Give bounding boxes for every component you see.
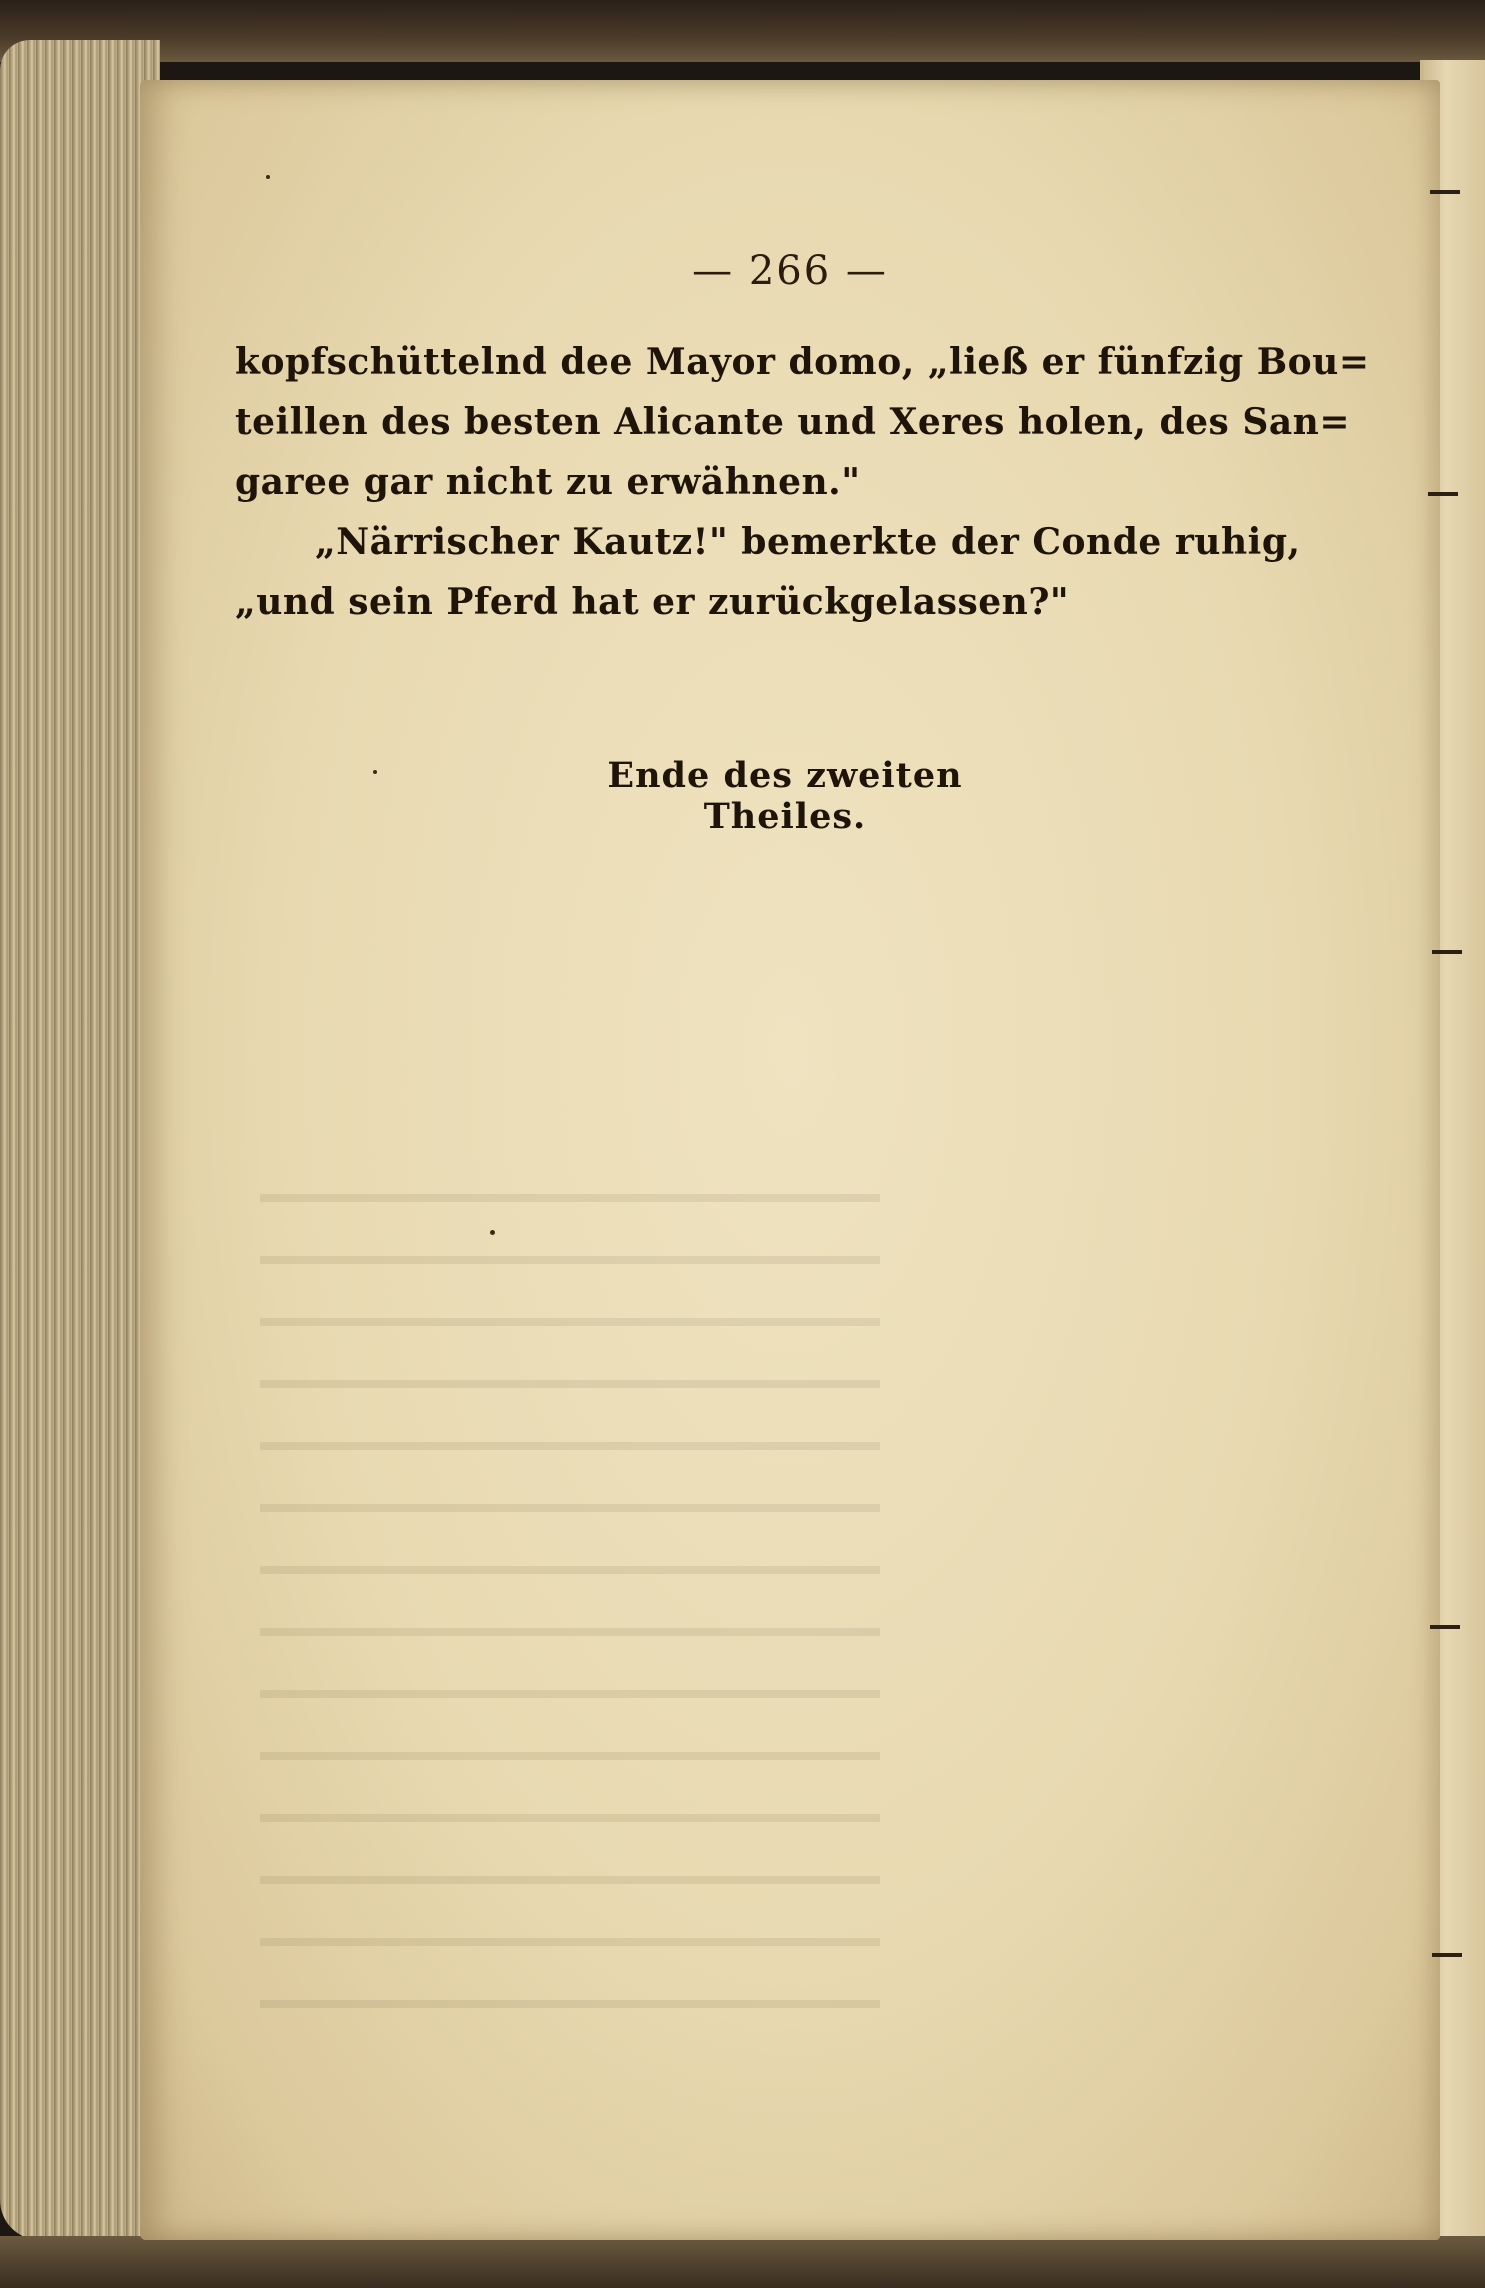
paper-speck [490, 1230, 495, 1235]
page-number: — 266 — [692, 248, 888, 294]
margin-mark [1428, 492, 1458, 496]
book-binding-bottom [0, 2236, 1485, 2288]
margin-mark [1430, 190, 1460, 194]
paper-speck [373, 770, 377, 774]
text-line: „Närrischer Kautz!" bemerkte der Conde ruhig, [315, 521, 1301, 563]
show-through-text [260, 1160, 880, 2060]
paper-speck [266, 175, 270, 179]
text-line: „und sein Pferd hat er zurückgelassen?" [235, 581, 1070, 623]
margin-mark [1430, 1625, 1460, 1629]
margin-mark [1432, 950, 1462, 954]
part-ending: Ende des zweiten Theiles. [607, 755, 963, 837]
text-line: garee gar nicht zu erwähnen." [235, 461, 861, 503]
book-binding-top [0, 0, 1485, 62]
margin-mark [1432, 1953, 1462, 1957]
text-line: teillen des besten Alicante und Xeres holen, des San= [235, 401, 1351, 443]
page-edge-stack [0, 40, 160, 2240]
text-line: kopfschüttelnd dee Mayor domo, „ließ er fünfzig Bou= [235, 341, 1370, 383]
